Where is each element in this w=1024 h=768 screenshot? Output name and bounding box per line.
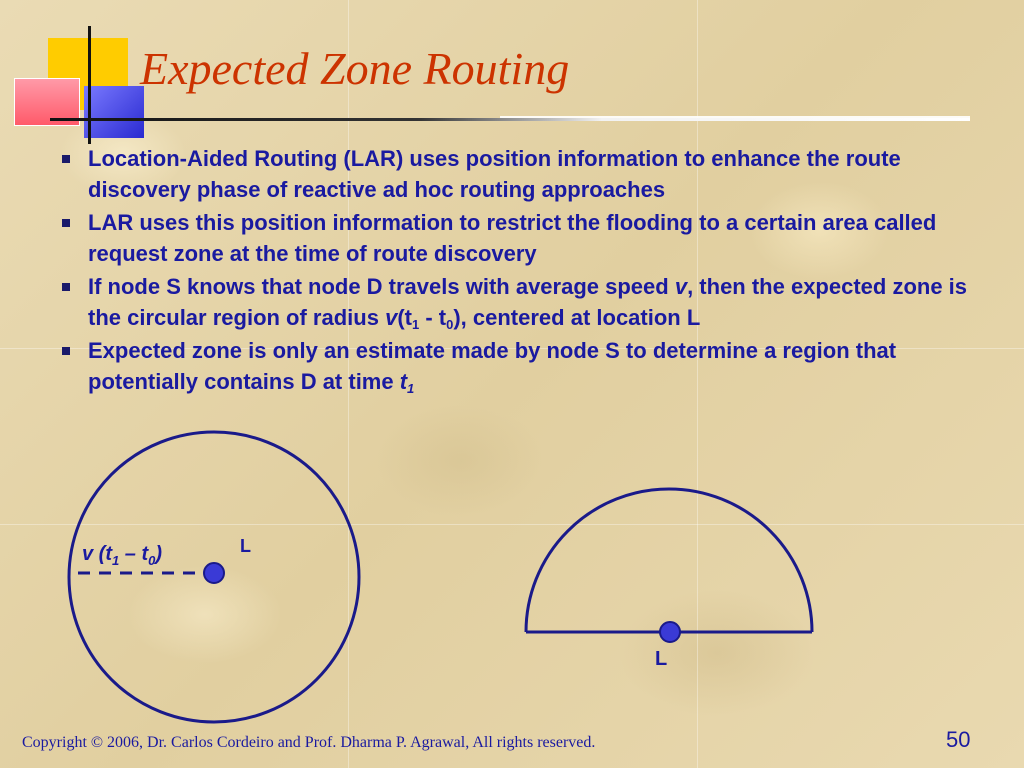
- page-number: 50: [946, 727, 971, 752]
- bullet-text: LAR uses this position information to restrict the flooding to a certain area called request zone at the time of route discovery: [88, 210, 937, 266]
- semicircle-center-node: [660, 622, 680, 642]
- copyright-footer: Copyright © 2006, Dr. Carlos Cordeiro and Prof. Dharma P. Agrawal, All rights reserved.: [22, 734, 596, 751]
- semicircle-center-label: L: [655, 648, 668, 670]
- slide-title: Expected Zone Routing: [140, 43, 570, 94]
- bullet-text: If node S knows that node D travels with average speed v, then the expected zone is the circular region of radius $v(t_1 - t_0)$, centered at location L: [88, 274, 968, 332]
- circle-center-label: L: [240, 536, 251, 556]
- radius-label: v $(t_1 - t_0)$: [82, 543, 163, 568]
- location-node-l: [204, 563, 224, 583]
- bullet-text: Location-Aided Routing (LAR) uses position information to enhance the route discovery phase of reactive ad hoc routing approaches: [88, 146, 901, 202]
- bullet-text: Expected zone is only an estimate made by node S to determine a region that potentially contains D at time $t_1$: [88, 338, 897, 396]
- semicircle-arc: [526, 489, 812, 632]
